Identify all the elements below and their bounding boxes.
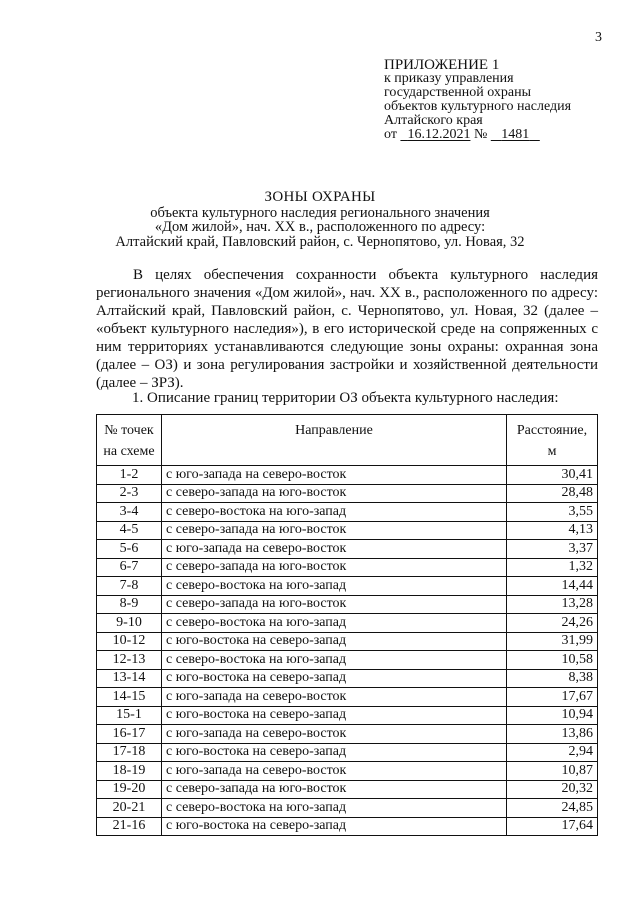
header-points-line1: № точек (104, 423, 154, 438)
cell-points: 8-9 (97, 595, 162, 614)
date-prefix: от (384, 127, 397, 142)
table-body (97, 466, 598, 836)
cell-distance: 3,55 (507, 503, 598, 522)
cell-direction: с юго-востока на северо-запад (162, 632, 507, 651)
appendix-line: к приказу управления (384, 71, 514, 86)
cell-distance: 28,48 (507, 484, 598, 503)
table-row (97, 817, 598, 836)
cell-points: 20-21 (97, 799, 162, 818)
table-row (97, 706, 598, 725)
cell-distance: 8,38 (507, 669, 598, 688)
table-row (97, 614, 598, 633)
cell-direction: с северо-запада на юго-восток (162, 780, 507, 799)
cell-points: 14-15 (97, 688, 162, 707)
cell-direction: с северо-запада на юго-восток (162, 558, 507, 577)
appendix-line: объектов культурного наследия (384, 99, 572, 114)
appendix-block (384, 58, 571, 142)
cell-points: 10-12 (97, 632, 162, 651)
heading-line: объекта культурного наследия регионального значения (150, 204, 490, 221)
cell-direction: с юго-востока на северо-запад (162, 706, 507, 725)
cell-direction: с юго-запада на северо-восток (162, 762, 507, 781)
appendix-title: ПРИЛОЖЕНИЕ 1 (384, 57, 500, 73)
table-row (97, 799, 598, 818)
cell-points: 18-19 (97, 762, 162, 781)
cell-distance: 30,41 (507, 466, 598, 485)
cell-points: 16-17 (97, 725, 162, 744)
cell-direction: с северо-востока на юго-запад (162, 614, 507, 633)
header-direction: Направление (162, 415, 507, 466)
order-date: 16.12.2021 (407, 127, 471, 142)
appendix-line: государственной охраны (384, 85, 532, 100)
cell-distance: 10,87 (507, 762, 598, 781)
table-row (97, 540, 598, 559)
table-row (97, 688, 598, 707)
heading-line: Алтайский край, Павловский район, с. Чернопятово, ул. Новая, 32 (115, 233, 525, 250)
table-row (97, 577, 598, 596)
table-row (97, 484, 598, 503)
cell-distance: 10,94 (507, 706, 598, 725)
cell-points: 2-3 (97, 484, 162, 503)
cell-points: 4-5 (97, 521, 162, 540)
cell-points: 12-13 (97, 651, 162, 670)
table-row (97, 651, 598, 670)
cell-direction: с юго-запада на северо-восток (162, 688, 507, 707)
order-number: 1481 (501, 127, 530, 142)
cell-direction: с юго-востока на северо-запад (162, 743, 507, 762)
table-row (97, 669, 598, 688)
table-header-row (97, 415, 598, 466)
table-row (97, 466, 598, 485)
cell-points: 7-8 (97, 577, 162, 596)
cell-distance: 1,32 (507, 558, 598, 577)
number-sign: № (473, 127, 488, 142)
cell-distance: 20,32 (507, 780, 598, 799)
cell-distance: 3,37 (507, 540, 598, 559)
cell-points: 6-7 (97, 558, 162, 577)
cell-points: 3-4 (97, 503, 162, 522)
header-distance-line1: Расстояние, (516, 423, 588, 438)
table-row (97, 780, 598, 799)
cell-distance: 31,99 (507, 632, 598, 651)
page-number: 3 (595, 30, 602, 45)
table-row (97, 595, 598, 614)
cell-distance: 17,64 (507, 817, 598, 836)
table-row (97, 558, 598, 577)
heading-line: «Дом жилой», нач. XX в., расположенного по адресу: (154, 219, 486, 235)
cell-points: 5-6 (97, 540, 162, 559)
cell-direction: с северо-востока на юго-запад (162, 799, 507, 818)
appendix-line: Алтайского края (384, 113, 483, 128)
cell-distance: 13,28 (507, 595, 598, 614)
table-row (97, 762, 598, 781)
cell-direction: с юго-запада на северо-восток (162, 725, 507, 744)
section-title: 1. Описание границ территории ОЗ объекта культурного наследия: (132, 390, 559, 406)
cell-points: 15-1 (97, 706, 162, 725)
cell-direction: с юго-запада на северо-восток (162, 540, 507, 559)
cell-direction: с северо-запада на юго-восток (162, 484, 507, 503)
cell-distance: 2,94 (507, 743, 598, 762)
heading-title: ЗОНЫ ОХРАНЫ (264, 189, 376, 205)
cell-distance: 4,13 (507, 521, 598, 540)
cell-points: 21-16 (97, 817, 162, 836)
table-row (97, 743, 598, 762)
cell-points: 17-18 (97, 743, 162, 762)
document-heading (0, 190, 640, 249)
cell-direction: с северо-востока на юго-запад (162, 503, 507, 522)
table-row (97, 725, 598, 744)
cell-direction: с северо-запада на юго-восток (162, 595, 507, 614)
appendix-date-line (384, 128, 571, 142)
table-row (97, 503, 598, 522)
cell-direction: с юго-востока на северо-запад (162, 669, 507, 688)
cell-distance: 24,85 (507, 799, 598, 818)
cell-points: 13-14 (97, 669, 162, 688)
header-distance-line2: м (547, 444, 557, 459)
header-points (97, 415, 162, 466)
cell-points: 1-2 (97, 466, 162, 485)
cell-points: 9-10 (97, 614, 162, 633)
intro-paragraph: В целях обеспечения сохранности объекта культурного наследия регионального значения «Дом жилой», нач. XX в., расположенного по адресу: Алтайский край, Павловский район, с. Чернопятово, ул. Новая, 32 (далее – «объект культурного наследия»), в его исторической среде на сопряженных с ним территориях устанавливаются следующие зоны охраны: охранная зона (далее – ОЗ) и зона регулирования застройки и хозяйственной деятельности (далее – ЗРЗ). (96, 267, 598, 391)
cell-distance: 24,26 (507, 614, 598, 633)
cell-direction: с северо-востока на юго-запад (162, 651, 507, 670)
header-distance (507, 415, 598, 466)
cell-distance: 17,67 (507, 688, 598, 707)
cell-direction: с северо-запада на юго-восток (162, 521, 507, 540)
cell-distance: 10,58 (507, 651, 598, 670)
table-row (97, 521, 598, 540)
header-points-line2: на схеме (103, 444, 155, 459)
table-row (97, 632, 598, 651)
cell-points: 19-20 (97, 780, 162, 799)
cell-distance: 13,86 (507, 725, 598, 744)
cell-direction: с юго-востока на северо-запад (162, 817, 507, 836)
boundaries-table (96, 414, 598, 836)
cell-distance: 14,44 (507, 577, 598, 596)
cell-direction: с юго-запада на северо-восток (162, 466, 507, 485)
cell-direction: с северо-востока на юго-запад (162, 577, 507, 596)
